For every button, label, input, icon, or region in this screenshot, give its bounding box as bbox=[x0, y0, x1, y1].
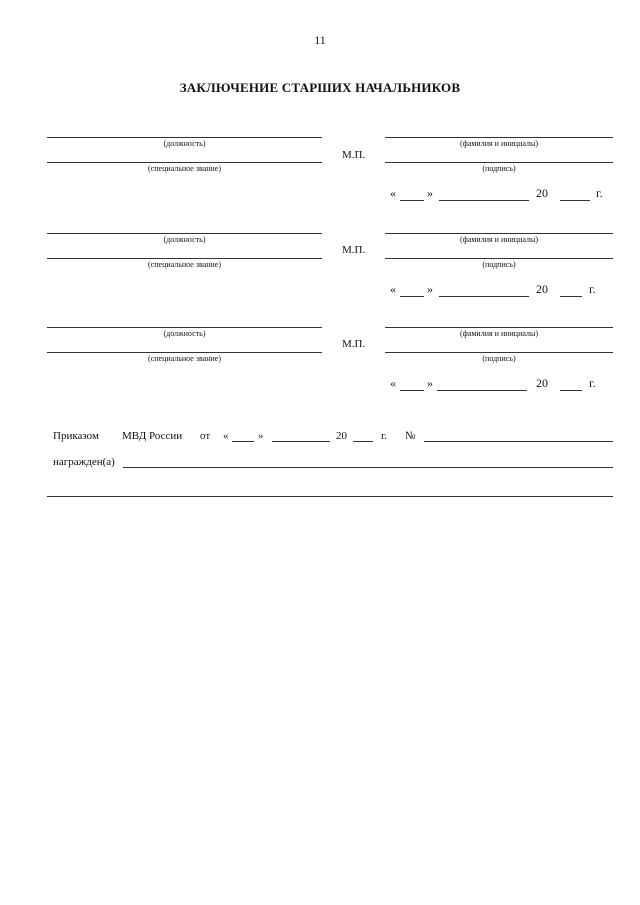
order-number-sign: № bbox=[405, 430, 416, 442]
name-caption: (фамилия и инициалы) bbox=[459, 329, 539, 338]
order-label: Приказом bbox=[53, 430, 99, 442]
date-field bbox=[390, 376, 610, 392]
date-close-quote: » bbox=[427, 186, 433, 200]
signature-caption: (подпись) bbox=[482, 260, 516, 269]
rank-caption: (специальное звание) bbox=[148, 260, 221, 269]
year-suffix: г. bbox=[589, 376, 596, 390]
from-label: от bbox=[200, 430, 211, 442]
rank-caption: (специальное звание) bbox=[148, 164, 221, 173]
date-open-quote: « bbox=[390, 282, 396, 296]
page-title: ЗАКЛЮЧЕНИЕ СТАРШИХ НАЧАЛЬНИКОВ bbox=[179, 80, 461, 95]
order-year-prefix: 20 bbox=[336, 430, 347, 442]
year-input[interactable] bbox=[560, 296, 582, 297]
signature-line[interactable] bbox=[385, 352, 613, 353]
stamp-label: М.П. bbox=[342, 338, 366, 350]
order-open-quote: « bbox=[223, 430, 229, 442]
signature-line[interactable] bbox=[385, 162, 613, 163]
stamp-label: М.П. bbox=[342, 244, 366, 256]
signature-caption: (подпись) bbox=[482, 354, 516, 363]
day-input[interactable] bbox=[400, 296, 424, 297]
order-year-suffix: г. bbox=[381, 430, 388, 442]
date-field bbox=[390, 186, 610, 202]
rank-line[interactable] bbox=[47, 352, 322, 353]
position-line[interactable] bbox=[47, 327, 322, 328]
name-caption: (фамилия и инициалы) bbox=[459, 139, 539, 148]
date-close-quote: » bbox=[427, 376, 433, 390]
order-number-input[interactable] bbox=[424, 441, 613, 442]
year-prefix: 20 bbox=[536, 376, 548, 390]
awarded-continuation-line[interactable] bbox=[47, 496, 613, 497]
position-line[interactable] bbox=[47, 137, 322, 138]
name-line[interactable] bbox=[385, 233, 613, 234]
name-caption: (фамилия и инициалы) bbox=[459, 235, 539, 244]
rank-caption: (специальное звание) bbox=[148, 354, 221, 363]
year-prefix: 20 bbox=[536, 186, 548, 200]
year-suffix: г. bbox=[596, 186, 603, 200]
awarded-label: награжден(а) bbox=[53, 456, 115, 468]
rank-line[interactable] bbox=[47, 162, 322, 163]
order-line bbox=[0, 430, 640, 446]
position-line[interactable] bbox=[47, 233, 322, 234]
year-suffix: г. bbox=[589, 282, 596, 296]
signature-caption: (подпись) bbox=[482, 164, 516, 173]
month-input[interactable] bbox=[437, 390, 527, 391]
ministry-label: МВД России bbox=[122, 430, 183, 442]
rank-line[interactable] bbox=[47, 258, 322, 259]
day-input[interactable] bbox=[400, 390, 424, 391]
order-year-input[interactable] bbox=[353, 441, 373, 442]
month-input[interactable] bbox=[439, 200, 529, 201]
position-caption: (должность) bbox=[163, 235, 206, 244]
order-month-input[interactable] bbox=[272, 441, 330, 442]
name-line[interactable] bbox=[385, 327, 613, 328]
date-field bbox=[390, 282, 610, 298]
order-close-quote: » bbox=[258, 430, 264, 442]
page-number: 11 bbox=[314, 33, 326, 47]
position-caption: (должность) bbox=[163, 139, 206, 148]
date-close-quote: » bbox=[427, 282, 433, 296]
name-line[interactable] bbox=[385, 137, 613, 138]
position-caption: (должность) bbox=[163, 329, 206, 338]
signature-line[interactable] bbox=[385, 258, 613, 259]
day-input[interactable] bbox=[400, 200, 424, 201]
year-input[interactable] bbox=[560, 200, 590, 201]
date-open-quote: « bbox=[390, 376, 396, 390]
awarded-input[interactable] bbox=[123, 467, 613, 468]
date-open-quote: « bbox=[390, 186, 396, 200]
awarded-line bbox=[0, 456, 640, 472]
stamp-label: М.П. bbox=[342, 149, 366, 161]
year-prefix: 20 bbox=[536, 282, 548, 296]
year-input[interactable] bbox=[560, 390, 582, 391]
order-day-input[interactable] bbox=[232, 441, 254, 442]
month-input[interactable] bbox=[439, 296, 529, 297]
